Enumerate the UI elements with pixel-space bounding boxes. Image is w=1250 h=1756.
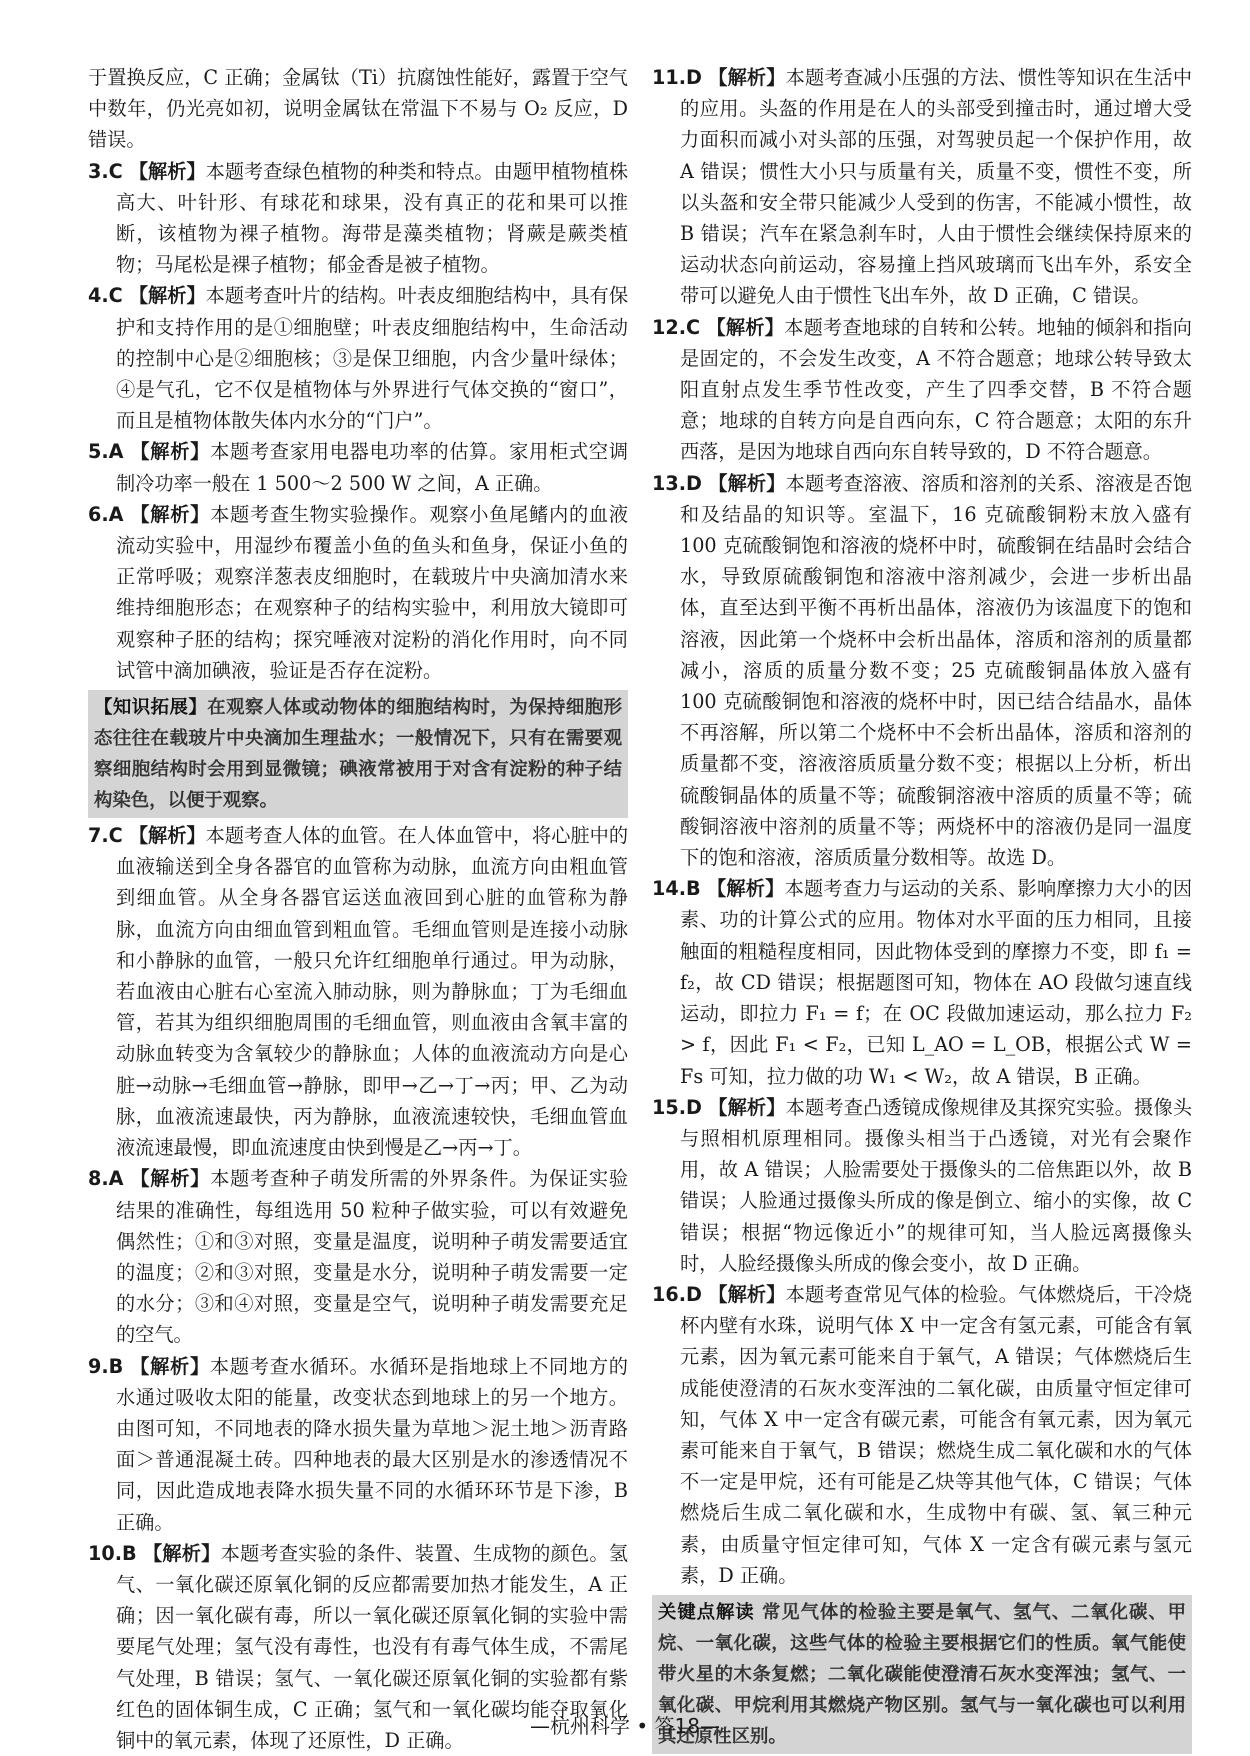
analysis-tag: 【解析】 <box>706 877 785 901</box>
answer-text: 本题考查种子萌发所需的外界条件。为保证实验结果的准确性，每组选用 50 粒种子做实验，可以有效避免偶然性；①和③对照，变量是温度，说明种子萌发需要适宜的温度；②和③对照，变量是水分，说明种子萌发需要一定的水分；③和④对照，变量是空气，说明种子萌发需要充足的空气。 <box>116 1167 629 1347</box>
analysis-tag: 【解析】 <box>706 315 785 339</box>
answer-key: A <box>108 440 124 464</box>
intro-paragraph: 于置换反应，C 正确；金属钛（Ti）抗腐蚀性能好，露置于空气中数年，仍光亮如初，说明金属钛在常温下不易与 O₂ 反应，D 错误。 <box>88 66 628 152</box>
answer-item-14 <box>652 873 1192 1091</box>
answer-text: 本题考查绿色植物的种类和特点。由题甲植物植株高大、叶针形、有球花和球果，没有真正的花和果可以推断，该植物为裸子植物。海带是藻类植物；肾蕨是蕨类植物；马尾松是裸子植物；郁金香是被子植物。 <box>116 159 629 277</box>
answer-key: C <box>108 159 123 183</box>
analysis-tag: 【解析】 <box>128 284 206 308</box>
answer-item-5 <box>88 436 628 498</box>
answer-text: 本题考查减小压强的方法、惯性等知识在生活中的应用。头盔的作用是在人的头部受到撞击时，通过增大受力面积而减小对头部的压强，对驾驶员起一个保护作用，故 A 错误；惯性大小只与质量有关，质量不变，惯性不变，所以头盔和安全带只能减少人受到的伤害，不能减小惯性，故 B 错误；汽车在紧急刹车时，人由于惯性会继续保持原来的运动状态向前运动，容易撞上挡风玻璃而飞出车外，系安全带可以避免人由于惯性飞出车外，故 D 正确，C 错误。 <box>680 66 1193 308</box>
answer-number: 10. <box>88 1541 122 1565</box>
answer-number: 13. <box>652 471 686 495</box>
answer-number: 15. <box>652 1095 686 1119</box>
answer-item-13 <box>652 468 1192 874</box>
answer-key: D <box>686 66 702 89</box>
key-point-text: 常见气体的检验主要是氧气、氢气、二氧化碳、甲烷、一氧化碳，这些气体的检验主要根据它们的性质。氧气能使带火星的木条复燃；二氧化碳能使澄清石灰水变浑浊；氢气、一氧化碳、甲烷利用其燃烧产物区别。氢气与一氧化碳也可以利用其还原性区别。 <box>658 1601 1186 1747</box>
answer-number: 9. <box>88 1354 109 1378</box>
answer-text: 本题考查凸透镜成像规律及其探究实验。摄像头与照相机原理相同。摄像头相当于凸透镜，对光有会聚作用，故 A 错误；人脸需要处于摄像头的二倍焦距以外，故 B 错误；人脸通过摄像头所成的像是倒立、缩小的实像，故 C 错误；根据“物远像近小”的规律可知，当人脸远离摄像头时，人脸经摄像头所成的像会变小，故 D 正确。 <box>680 1095 1193 1275</box>
analysis-tag: 【解析】 <box>708 471 786 495</box>
answer-text: 本题考查地球的自转和公转。地轴的倾斜和指向是固定的，不会发生改变，A 不符合题意；地球公转导致太阳直射点发生季节性改变，产生了四季交替，B 不符合题意；地球的自转方向是自西向东，C 符合题意；太阳的东升西落，是因为地球自西向东自转导致的，D 不符合题意。 <box>680 315 1192 464</box>
answer-key: D <box>686 1282 702 1306</box>
analysis-tag: 【解析】 <box>708 1282 786 1306</box>
answer-key: B <box>108 1354 124 1378</box>
knowledge-extension-label: 【知识拓展】 <box>94 697 208 719</box>
knowledge-extension-text: 在观察人体或动物体的细胞结构时，为保持细胞形态往往在载玻片中央滴加生理盐水；一般情况下，只有在需要观察细胞结构时会用到显微镜；碘液常被用于对含有淀粉的种子结构染色，以便于观察。 <box>94 697 622 812</box>
answer-number: 5. <box>88 440 109 464</box>
answer-number: 3. <box>88 159 109 183</box>
answer-text: 本题考查家用电器电功率的估算。家用柜式空调制冷功率一般在 1 500～2 500 W 之间，A 正确。 <box>116 440 629 495</box>
analysis-tag: 【解析】 <box>128 824 206 848</box>
answer-key: D <box>686 1095 702 1119</box>
answer-number: 7. <box>88 824 109 848</box>
answer-key: C <box>108 824 123 848</box>
analysis-tag: 【解析】 <box>130 440 211 464</box>
answer-number: 12. <box>652 315 686 339</box>
analysis-tag: 【解析】 <box>142 1541 221 1565</box>
answer-item-15 <box>652 1092 1192 1279</box>
key-point-label: 关键点解读 <box>658 1601 755 1623</box>
answer-item-11 <box>652 62 1192 312</box>
answer-item-9 <box>88 1351 628 1538</box>
answer-text: 本题考查生物实验操作。观察小鱼尾鳍内的血液流动实验中，用湿纱布覆盖小鱼的鱼头和鱼身，保证小鱼的正常呼吸；观察洋葱表皮细胞时，在载玻片中央滴加清水来维持细胞形态；在观察种子的结构实验中，利用放大镜即可观察种子胚的结构；探究唾液对淀粉的消化作用时，向不同试管中滴加碘液，验证是否存在淀粉。 <box>116 502 629 682</box>
right-column <box>652 62 1192 1756</box>
answer-item-4 <box>88 280 628 436</box>
analysis-tag: 【解析】 <box>708 66 786 89</box>
analysis-tag: 【解析】 <box>128 159 206 183</box>
answer-text: 本题考查溶液、溶质和溶剂的关系、溶液是否饱和及结晶的知识等。室温下，16 克硫酸铜粉末放入盛有 100 克硫酸铜饱和溶液的烧杯中时，硫酸铜在结晶时会结合水，导致原硫酸铜饱和溶液中溶剂减少，会进一步析出晶体，直至达到平衡不再析出晶体，溶液仍为该温度下的饱和溶液，因此第一个烧杯中会析出晶体，溶质和溶剂的质量都减小，溶质的质量分数不变；25 克硫酸铜晶体放入盛有 100 克硫酸铜饱和溶液的烧杯中时，因已结合结晶水，晶体不再溶解，所以第二个烧杯中不会析出晶体，溶质和溶剂的质量都不变，溶液溶质质量分数不变；根据以上分析，析出硫酸铜晶体的质量不等；硫酸铜溶液中溶质的质量不等；硫酸铜溶液中溶剂的质量不等；两烧杯中的溶液仍是同一温度下的饱和溶液，溶质质量分数相等。故选 D。 <box>680 471 1193 870</box>
answer-key: C <box>108 284 123 308</box>
answer-text: 本题考查人体的血管。在人体血管中，将心脏中的血液输送到全身各器官的血管称为动脉，血流方向由粗血管到细血管。从全身各器官运送血液回到心脏的血管称为静脉，血流方向由细血管到粗血管。毛细血管则是连接小动脉和小静脉的血管，一般只允许红细胞单行通过。甲为动脉，若血液由心脏右心室流入肺动脉，则为静脉血；丁为毛细血管，若其为组织细胞周围的毛细血管，则血液由含氧丰富的动脉血转变为含氧较少的静脉血；人体的血液流动方向是心脏→动脉→毛细血管→静脉，即甲→乙→丁→丙；甲、乙为动脉，血液流速最快，丙为静脉，血液流速较快，毛细血管血液流速最慢，即血流速度由快到慢是乙→丙→丁。 <box>116 824 629 1160</box>
answer-number: 6. <box>88 502 109 526</box>
answer-item-8 <box>88 1163 628 1350</box>
answer-number: 4. <box>88 284 109 308</box>
answer-text: 本题考查常见气体的检验。气体燃烧后，干冷烧杯内壁有水珠，说明气体 X 中一定含有氢元素，可能含有氧元素，因为氧元素可能来自于氧气，A 错误；气体燃烧后生成能使澄清的石灰水变浑浊的二氧化碳，由质量守恒定律可知，气体 X 中一定含有碳元素，可能含有氧元素，因为氧元素可能来自于氧气，B 错误；燃烧生成二氧化碳和水的气体不一定是甲烷，还有可能是乙炔等其他气体，C 错误；气体燃烧后生成二氧化碳和水，生成物中有碳、氢、氧三种元素，由质量守恒定律可知，气体 X 一定含有碳元素与氢元素，D 正确。 <box>680 1282 1193 1587</box>
answer-number: 8. <box>88 1167 109 1191</box>
analysis-tag: 【解析】 <box>130 1354 210 1378</box>
answer-number: 14. <box>652 877 686 901</box>
answer-key: C <box>686 315 701 339</box>
answer-key: A <box>108 1167 124 1191</box>
answer-text: 本题考查实验的条件、装置、生成物的颜色。氢气、一氧化碳还原氧化铜的反应都需要加热才能发生，A 正确；因一氧化碳有毒，所以一氧化碳还原氧化铜的实验中需要尾气处理；氢气没有毒性，也没有有毒气体生成，不需尾气处理，B 错误；氢气、一氧化碳还原氧化铜的实验都有紫红色的固体铜生成，C 正确；氢气和一氧化碳均能夺取氧化铜中的氧元素，体现了还原性，D 正确。 <box>116 1541 629 1752</box>
answer-key: B <box>122 1541 137 1565</box>
answer-item-3 <box>88 156 628 281</box>
answer-text: 本题考查水循环。水循环是指地球上不同地方的水通过吸收太阳的能量，改变状态到地球上的另一个地方。由图可知，不同地表的降水损失量为草地＞泥土地＞沥青路面＞普通混凝土砖。四种地表的最大区别是水的渗透情况不同，因此造成地表降水损失量不同的水循环环节是下渗，B 正确。 <box>116 1354 628 1534</box>
answer-item-7 <box>88 820 628 1163</box>
answer-key: B <box>686 877 701 901</box>
answer-number: 16. <box>652 1282 686 1306</box>
answer-text: 本题考查叶片的结构。叶表皮细胞结构中，具有保护和支持作用的是①细胞壁；叶表皮细胞结构中，生命活动的控制中心是②细胞核；③是保卫细胞，内含少量叶绿体；④是气孔，它不仅是植物体与外界进行气体交换的“窗口”，而且是植物体散失体内水分的“门户”。 <box>116 284 629 433</box>
analysis-tag: 【解析】 <box>708 1095 786 1119</box>
analysis-tag: 【解析】 <box>130 1167 211 1191</box>
page-footer: —杭州科学 • 答18— <box>530 1714 720 1738</box>
answer-number: 11. <box>652 66 686 89</box>
answer-key: A <box>108 502 124 526</box>
left-column <box>88 62 628 1756</box>
analysis-tag: 【解析】 <box>130 502 211 526</box>
knowledge-extension-box <box>88 690 628 818</box>
answer-text: 本题考查力与运动的关系、影响摩擦力大小的因素、功的计算公式的应用。物体对水平面的压力相同，且接触面的粗糙程度相同，因此物体受到的摩擦力不变，即 f₁ = f₂，故 CD 错误；根据题图可知，物体在 AO 段做匀速直线运动，即拉力 F₁ = f；在 OC 段做加速运动，那么拉力 F₂ > f，因此 F₁ < F₂，已知 L_AO = L_OB，根据公式 W = Fs 可知，拉力做的功 W₁ < W₂，故 A 错误，B 正确。 <box>680 877 1193 1088</box>
answer-item-6 <box>88 499 628 686</box>
answer-item-16 <box>652 1279 1192 1591</box>
answer-key: D <box>686 471 702 495</box>
answer-item-12 <box>652 312 1192 468</box>
